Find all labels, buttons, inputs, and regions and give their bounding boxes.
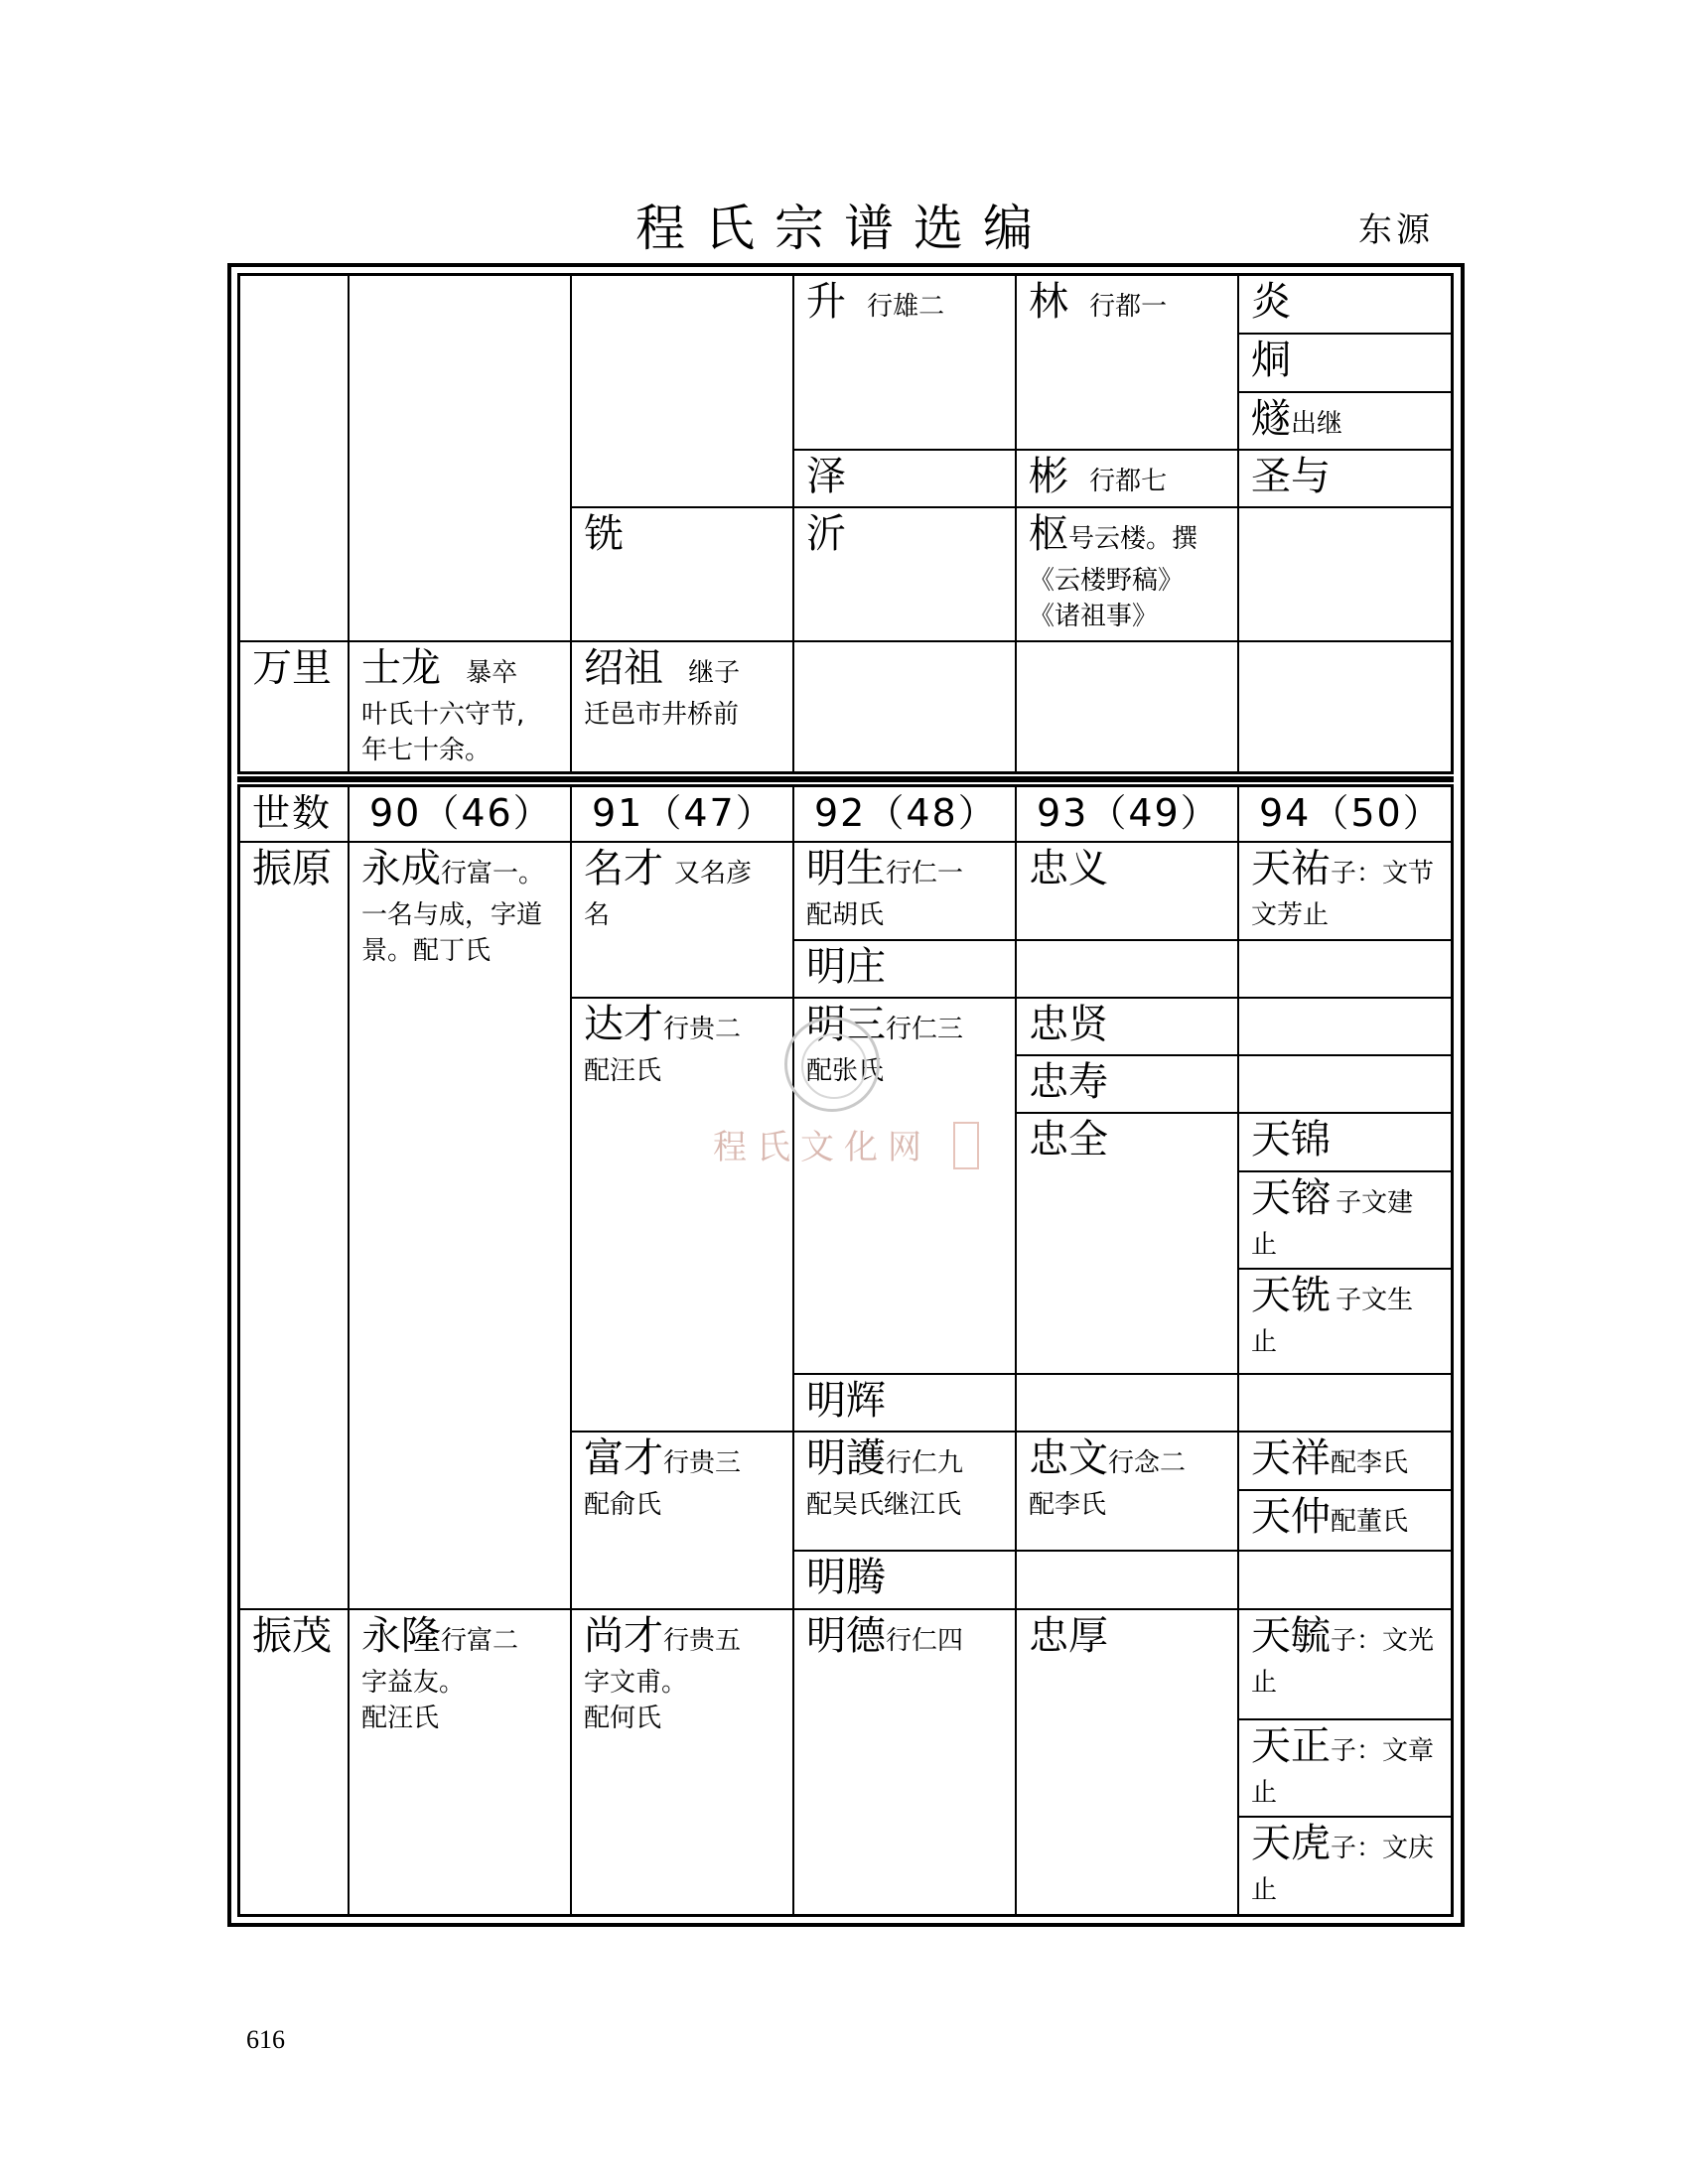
person-note: 《云楼野稿》 [1029,566,1185,596]
person-cell [1239,1491,1451,1550]
generation-header-90: 90（46） [369,791,553,835]
region-label: 东源 [1358,210,1434,250]
person-cell [1017,1610,1237,1914]
person-cell [1239,1172,1451,1268]
person-cell [1239,276,1451,333]
person-note: 行都七 [1089,467,1168,496]
person-name: 明三 [806,1002,886,1047]
person-note: 子：文节 [1331,859,1435,888]
person-cell [1017,508,1237,640]
person-name: 天锦 [1251,1117,1331,1162]
person-note: 配董氏 [1331,1507,1409,1537]
person-note: 行都一 [1089,292,1168,322]
person-name: 天毓 [1251,1613,1331,1659]
person-name: 燧 [1251,396,1291,442]
person-cell [350,642,570,771]
person-note: 配汪氏 [361,1704,440,1733]
person-cell [1239,335,1451,391]
person-note: 子：文庆 [1331,1834,1435,1863]
person-cell [1017,843,1237,939]
stamp-watermark-icon [953,1122,979,1169]
person-note: 配吴氏继江氏 [806,1490,962,1520]
person-note: 名 [584,900,611,930]
person-name: 明護 [806,1435,886,1481]
person-cell [572,1433,792,1608]
grid-line [1451,273,1454,774]
person-note: 年七十余。 [361,736,492,765]
person-name: 铣 [584,511,624,557]
person-note: 配俞氏 [584,1490,662,1520]
generation-header-label: 世数 [252,791,333,835]
person-note: 配李氏 [1029,1490,1107,1520]
grid-line [237,771,1454,774]
person-cell [794,941,1015,997]
person-note: 行富一。 [441,859,545,888]
person-cell [1239,1270,1451,1373]
person-note: 文芳止 [1251,900,1330,930]
person-name: 永成 [361,846,441,891]
person-name: 明腾 [806,1555,886,1600]
person-cell [1239,393,1451,449]
person-note: 一名与成，字道 [361,900,543,930]
person-cell [572,508,792,608]
person-name: 永隆 [361,1613,441,1659]
person-note: 行富二 [441,1626,519,1656]
person-note: 配何氏 [584,1704,662,1733]
person-note: 行贵五 [663,1626,742,1656]
person-note: 配张氏 [806,1056,885,1086]
person-note: 止 [1251,1230,1278,1260]
page-number: 616 [246,2025,285,2054]
person-note: 配李氏 [1331,1448,1409,1478]
person-name: 士龙 [361,645,441,691]
person-name: 忠义 [1029,846,1108,891]
person-name: 炎 [1251,279,1291,325]
person-name: 枢 [1029,511,1068,557]
person-cell [1239,1720,1451,1816]
person-cell [572,843,792,997]
person-name: 天祐 [1251,846,1331,891]
person-note: 子：文章 [1331,1736,1435,1766]
person-note: 配汪氏 [584,1056,662,1086]
person-cell [1017,999,1237,1054]
person-name: 尚才 [584,1613,663,1659]
person-cell [1017,451,1237,506]
person-note: 配胡氏 [806,900,885,930]
person-note: 叶氏十六守节, [361,700,525,730]
person-name: 明生 [806,846,886,891]
person-name: 达才 [584,1002,663,1047]
person-cell [794,508,1015,608]
section-divider [237,776,1454,782]
person-cell [572,999,792,1431]
person-cell [794,843,1015,939]
generation-label: 振茂 [252,1613,332,1659]
person-note: 号云楼。撰 [1068,524,1198,554]
person-cell [794,451,1015,506]
person-name: 忠全 [1029,1117,1108,1162]
generation-label: 振原 [252,846,332,891]
person-note: 行雄二 [867,292,945,322]
person-note: 字文甫。 [584,1668,688,1698]
person-name: 天铣 [1251,1273,1331,1318]
person-note: 行仁四 [886,1626,964,1656]
person-name: 天虎 [1251,1821,1331,1866]
person-cell [572,1610,792,1914]
person-note: 迁邑市井桥前 [584,700,740,730]
person-name: 林 [1029,279,1068,325]
person-name: 明庄 [806,944,886,990]
person-note: 止 [1251,1668,1278,1698]
generation-label: 万里 [252,645,332,691]
person-note: 景。配丁氏 [361,936,492,966]
person-name: 名才 [584,846,663,891]
person-name: 圣与 [1251,454,1331,499]
watermark-text: 程氏文化网 [713,1128,931,1167]
person-name: 彬 [1029,454,1068,499]
person-name: 绍祖 [584,645,663,691]
page-title: 程氏宗谱选编 [635,200,1053,257]
person-cell [1017,1114,1237,1373]
generation-cell [240,843,348,1608]
person-note: 行仁一 [886,859,964,888]
person-cell [794,1610,1015,1914]
person-note: 《诸祖事》 [1029,602,1159,631]
person-note: 止 [1251,1875,1278,1905]
person-note: 行仁九 [886,1448,964,1478]
person-note: 暴卒 [466,658,518,688]
person-cell [1239,1610,1451,1718]
grid-line [1451,784,1454,1917]
generation-cell [240,1610,348,1914]
person-name: 忠寿 [1029,1059,1108,1105]
person-note: 行念二 [1108,1448,1187,1478]
person-note: 继子 [688,658,741,688]
person-cell [1017,276,1237,395]
generation-header-92: 92（48） [814,791,998,835]
person-cell [1017,1433,1237,1550]
person-name: 烔 [1251,338,1291,383]
person-name: 天仲 [1251,1494,1331,1540]
person-name: 忠厚 [1029,1613,1108,1659]
person-cell [794,1433,1015,1550]
person-cell [350,843,570,1608]
generation-header-91: 91（47） [592,791,775,835]
person-cell [794,1552,1015,1608]
person-note: 止 [1251,1778,1278,1808]
person-note: 又名彦 [674,859,753,888]
person-note: 字益友。 [361,1668,466,1698]
person-name: 天祥 [1251,1435,1331,1481]
person-note: 子文生 [1336,1286,1414,1315]
generation-cell [240,642,348,771]
person-cell [1239,1433,1451,1489]
person-cell [794,276,1015,395]
person-cell [350,1610,570,1914]
person-name: 升 [806,279,846,325]
person-note: 行贵二 [663,1015,742,1044]
person-name: 忠文 [1029,1435,1108,1481]
person-note: 止 [1251,1327,1278,1357]
generation-header-93: 93（49） [1037,791,1220,835]
seal-watermark-icon [784,1017,880,1112]
person-name: 泽 [806,454,846,499]
person-name: 富才 [584,1435,663,1481]
person-cell [572,642,792,771]
person-name: 天正 [1251,1723,1331,1769]
person-name: 明德 [806,1613,886,1659]
person-cell [1239,451,1451,506]
person-note: 行贵三 [663,1448,742,1478]
person-name: 明辉 [806,1378,886,1424]
person-name: 天镕 [1251,1175,1331,1221]
person-note: 子文建 [1336,1188,1414,1218]
person-note: 子：文光 [1331,1626,1435,1656]
generation-header-94: 94（50） [1259,791,1443,835]
person-cell [1239,1114,1451,1170]
person-cell [1239,843,1451,939]
person-cell [1017,1056,1237,1112]
grid-line [237,1914,1454,1917]
person-note: 行仁三 [886,1015,964,1044]
person-note: 出继 [1291,409,1343,439]
person-name: 沂 [806,511,846,557]
person-cell [1239,1818,1451,1914]
person-cell [794,1375,1015,1431]
person-name: 忠贤 [1029,1002,1108,1047]
